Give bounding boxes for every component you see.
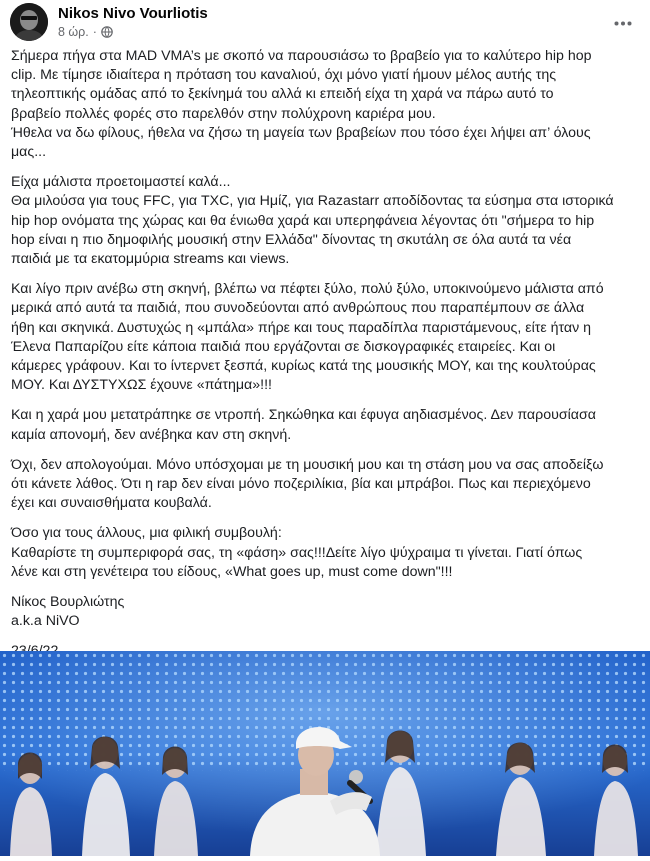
post-paragraph: Και λίγο πριν ανέβω στη σκηνή, βλέπω να πέφτει ξύλο, πολύ ξύλο, υποκινούμενο μάλιστα από μερικά από αυτά τα παιδιά, που συνοδεύονται από ανθρώπους που παραπέμπουν σε άλλα ήθη και σκηνικά. Δυστυχώς η «μπάλα» πήρε και τους παραδίπλα παριστάμενους, είτε ήταν η Έλενα Παπαρίζου είτε κάποια παιδιά που εργάζονται σε δισκογραφικές εταιρείες. Και οι κάμερες γράφουν. Και το ίντερνετ ξεσπά, κυρίως κατά της μουσικής ΜΟΥ, και της κουλτούρας ΜΟΥ. Και ΔΥΣΤΥΧΩΣ έχουνε «πάτημα»!!! xyxy=(11,281,604,394)
stage-photo xyxy=(0,651,650,856)
author-name[interactable]: Nikos Nivo Vourliotis xyxy=(58,5,208,22)
post-signature: Νίκος Βουρλιώτης a.k.a NiVO xyxy=(11,594,125,630)
post-photo[interactable] xyxy=(0,651,650,856)
more-options-icon[interactable] xyxy=(609,9,637,37)
post-paragraph: Και η χαρά μου μετατράπηκε σε ντροπή. Σηκώθηκα και έφυγα αηδιασμένος. Δεν παρουσίασα καμία απονομή, δεν ανέβηκα καν στη σκηνή. xyxy=(11,407,596,443)
globe-icon xyxy=(101,26,113,38)
post-meta xyxy=(58,25,113,39)
avatar-photo xyxy=(10,3,48,41)
avatar[interactable] xyxy=(10,3,48,41)
post-paragraph: Είχα μάλιστα προετοιμαστεί καλά... Θα μιλούσα για τους FFC, για TXC, για Ημίζ, για Razastarr αποδίδοντας τα εύσημα στα ιστορικά hip hop ονόματα της χώρας και θα ένιωθα χαρά και υπερηφάνεια λέγοντας ότι "σήμερα το hip hop είναι η πιο δημοφιλής μουσική στην Ελλάδα" δίνοντας τη σκυτάλη σε όλα αυτά τα νέα παιδιά με τα εκατομμύρια streams και views. xyxy=(11,174,614,268)
post-paragraph: Όσο για τους άλλους, μια φιλική συμβουλή: Καθαρίστε τη συμπεριφορά σας, τη «φάση» σας!!!Δείτε λίγο ψύχραιμα τι γίνεται. Γιατί όπως λένε και στη γενέτειρα του είδους, «What goes up, must come down"!!! xyxy=(11,525,583,580)
post-paragraph: Όχι, δεν απολογούμαι. Μόνο υπόσχομαι με τη μουσική μου και τη στάση μου να σας αποδείξω ότι κάνετε λάθος. Ότι η rap δεν είναι μόνο ποζεριλίκια, βία και μπράβοι. Πως και περιεχόμενο έχει και συναισθήματα κουβαλά. xyxy=(11,456,604,512)
post-paragraph: Σήμερα πήγα στα MAD VMA’s με σκοπό να παρουσιάσω το βραβείο για το καλύτερο hip hop clip. Με τίμησε ιδιαίτερα η πρόταση του καναλιού, όχι μόνο γιατί ήμουν μέλος αυτής της τηλεοπτικής ομάδας από το ξεκίνημά του αλλά κι επειδή είχα τη χαρά να πάρω αυτό το βραβείο πολλές φορές στο παρελθόν στην πολύχρονη καριέρα μου. Ήθελα να δω φίλους, ήθελα να ζήσω τη μαγεία των βραβείων που τόσο έχει λήψει απ’ όλους μας... xyxy=(11,48,592,161)
post-time[interactable]: 8 ώρ. xyxy=(58,25,89,39)
meta-separator: · xyxy=(92,25,97,39)
post-text xyxy=(11,47,641,673)
post-header xyxy=(0,0,650,46)
